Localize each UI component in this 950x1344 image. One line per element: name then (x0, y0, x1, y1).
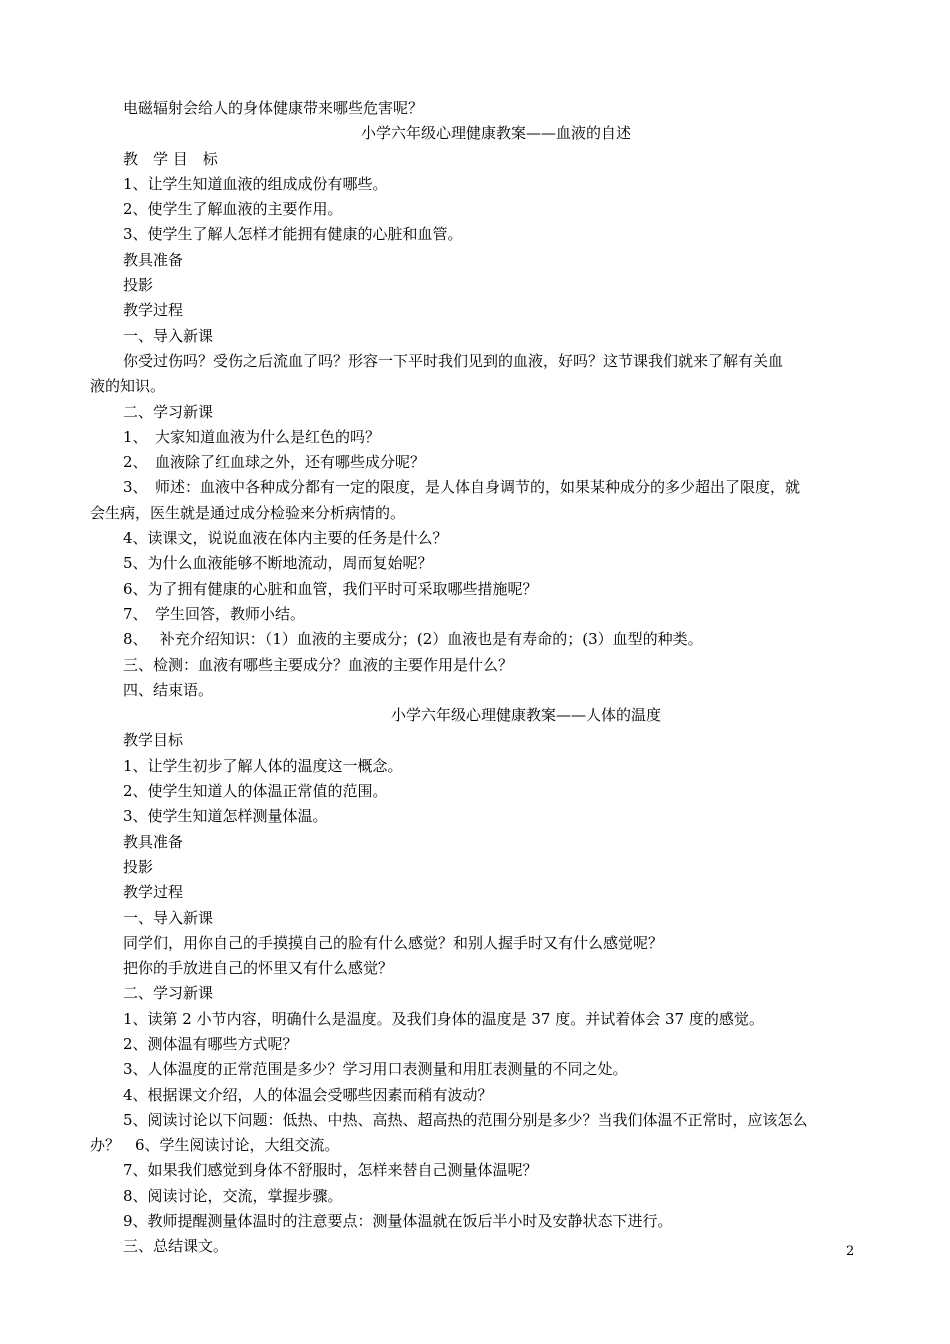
lesson2-item: 8、阅读讨论，交流，掌握步骤。 (123, 1186, 343, 1205)
lesson1-item: 7、 学生回答，教师小结。 (123, 604, 306, 623)
lesson2-item-cont: 办？ 6、学生阅读讨论，大组交流。 (90, 1136, 340, 1155)
lesson2-intro-text: 把你的手放进自己的怀里又有什么感觉？ (123, 959, 394, 978)
lesson1-end: 四、结束语。 (123, 680, 214, 699)
lesson2-item: 4、根据课文介绍，人的体温会受哪些因素而稍有波动？ (123, 1085, 493, 1104)
lesson2-item: 2、测体温有哪些方式呢？ (123, 1034, 298, 1053)
lesson2-goal: 1、让学生初步了解人体的温度这一概念。 (123, 756, 403, 775)
lesson2-tools-heading: 教具准备 (123, 832, 184, 851)
lesson1-goals-heading: 教 学 目 标 (123, 149, 218, 168)
lesson2-intro-heading: 一、导入新课 (123, 908, 214, 927)
lesson2-item: 7、如果我们感觉到身体不舒服时，怎样来替自己测量体温呢？ (123, 1161, 538, 1180)
lesson2-item: 1、读第 2 小节内容，明确什么是温度。及我们身体的温度是 37 度。并试着体会 37 度的感觉。 (123, 1009, 764, 1028)
page-number: 2 (846, 1244, 855, 1259)
lesson1-item: 6、为了拥有健康的心脏和血管，我们平时可采取哪些措施呢？ (123, 579, 538, 598)
lesson1-process-heading: 教学过程 (123, 301, 184, 320)
lesson1-item: 5、为什么血液能够不断地流动，周而复始呢？ (123, 554, 433, 573)
lesson1-goal: 3、使学生了解人怎样才能拥有健康的心脏和血管。 (123, 225, 463, 244)
lesson2-goals-heading: 教学目标 (123, 731, 184, 750)
lesson1-intro-text-cont: 液的知识。 (90, 377, 166, 396)
lesson1-item: 8、 补充介绍知识：（1）血液的主要成分；(2）血液也是有寿命的；(3）血型的种类。 (123, 630, 703, 649)
lesson1-goal: 1、让学生知道血液的组成成份有哪些。 (123, 174, 388, 193)
lesson2-item: 5、阅读讨论以下问题：低热、中热、高热、超高热的范围分别是多少？当我们体温不正常时，应该怎么 (123, 1110, 808, 1129)
lesson1-tools: 投影 (123, 276, 154, 295)
lesson2-learn-heading: 二、学习新课 (123, 984, 214, 1003)
lesson2-item: 9、教师提醒测量体温时的注意要点：测量体温就在饭后半小时及安静状态下进行。 (123, 1212, 673, 1231)
top-question: 电磁辐射会给人的身体健康带来哪些危害呢？ (123, 99, 424, 117)
lesson2-item: 3、人体温度的正常范围是多少？学习用口表测量和用肛表测量的不同之处。 (123, 1060, 628, 1079)
lesson1-tools-heading: 教具准备 (123, 250, 184, 269)
lesson1-item: 3、 师述：血液中各种成分都有一定的限度，是人体自身调节的，如果某种成分的多少超出了限度，就 (123, 478, 801, 497)
lesson1-intro-text: 你受过伤吗？受伤之后流血了吗？形容一下平时我们见到的血液，好吗？这节课我们就来了解有关血 (123, 351, 784, 370)
lesson1-intro-heading: 一、导入新课 (123, 326, 214, 345)
lesson1-check: 三、检测：血液有哪些主要成分？血液的主要作用是什么？ (123, 655, 514, 674)
lesson1-item: 1、 大家知道血液为什么是红色的吗？ (123, 427, 381, 446)
lesson2-title: 小学六年级心理健康教案——人体的温度 (390, 706, 661, 725)
lesson1-goal: 2、使学生了解血液的主要作用。 (123, 200, 343, 219)
lesson2-goal: 2、使学生知道人的体温正常值的范围。 (123, 782, 388, 801)
lesson1-title: 小学六年级心理健康教案——血液的自述 (360, 124, 631, 143)
lesson1-item: 4、读课文，说说血液在体内主要的任务是什么？ (123, 529, 448, 548)
lesson1-learn-heading: 二、学习新课 (123, 402, 214, 421)
lesson1-item-cont: 会生病，医生就是通过成分检验来分析病情的。 (90, 503, 406, 522)
lesson2-tools: 投影 (123, 857, 154, 876)
lesson2-process-heading: 教学过程 (123, 883, 184, 902)
lesson2-summary: 三、总结课文。 (123, 1237, 229, 1256)
lesson1-item: 2、 血液除了红血球之外，还有哪些成分呢？ (123, 453, 426, 472)
lesson2-intro-text: 同学们，用你自己的手摸摸自己的脸有什么感觉？和别人握手时又有什么感觉呢？ (123, 933, 664, 952)
lesson2-goal: 3、使学生知道怎样测量体温。 (123, 807, 328, 826)
page-content (90, 96, 862, 1260)
